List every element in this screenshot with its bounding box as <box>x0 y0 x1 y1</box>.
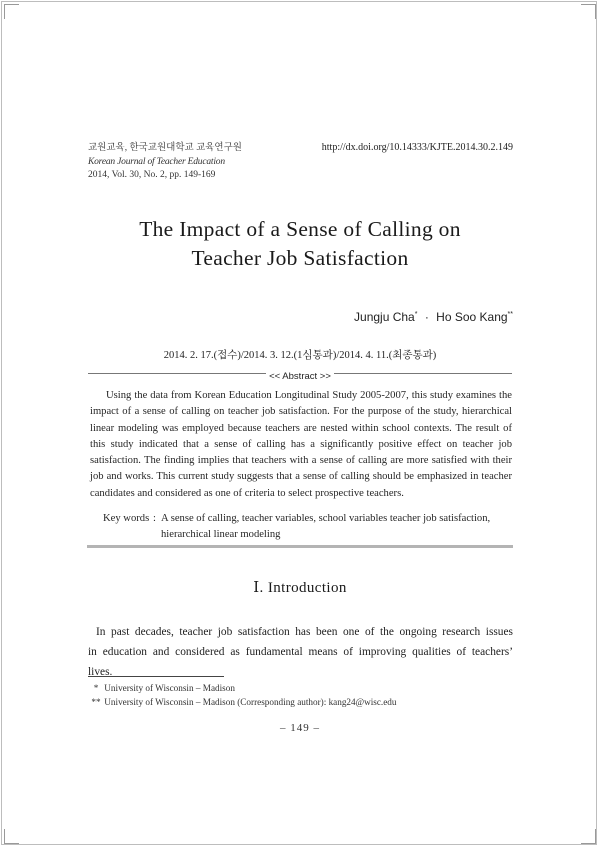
section-number: Ⅰ. <box>253 580 264 596</box>
author-1: Jungju Cha <box>354 310 415 324</box>
keywords-line2: hierarchical linear modeling <box>161 529 281 540</box>
crop-mark <box>4 829 19 844</box>
crop-mark <box>4 4 19 19</box>
abstract-label: << Abstract >> <box>266 371 334 382</box>
keywords-line1: A sense of calling, teacher variables, school variables teacher job satisfaction, <box>161 513 491 524</box>
author-separator: · <box>424 310 429 324</box>
footnote-2-mark: ** <box>91 697 101 707</box>
footnote-1-text: University of Wisconsin – Madison <box>104 683 235 693</box>
paper-title-line1: The Impact of a Sense of Calling on <box>139 217 461 241</box>
section-title: Introduction <box>267 580 347 596</box>
author-1-mark: * <box>414 311 418 318</box>
author-2: Ho Soo Kang <box>436 310 508 324</box>
abstract-label-wrap <box>0 366 600 384</box>
footnote-1 <box>90 683 235 693</box>
journal-name: Korean Journal of Teacher Education <box>88 157 225 167</box>
keywords-label: Key words <box>103 513 150 524</box>
paper-title-line2: Teacher Job Satisfaction <box>191 246 409 270</box>
footnote-2 <box>90 697 396 707</box>
doi-link[interactable]: http://dx.doi.org/10.14333/KJTE.2014.30.2.149 <box>321 142 513 153</box>
footnote-1-mark: * <box>93 683 99 693</box>
section-heading <box>0 578 600 597</box>
abstract-bottom-rule <box>87 545 513 548</box>
submission-dates: 2014. 2. 17.(접수)/2014. 3. 12.(1심통과)/2014. 4. 11.(최종통과) <box>163 350 437 361</box>
footnote-2-text: University of Wisconsin – Madison (Corresponding author): kang24@wisc.edu <box>104 697 397 707</box>
page-number: – 149 – <box>280 722 320 734</box>
footnote-rule <box>88 676 224 677</box>
keywords-colon: : <box>153 513 156 524</box>
volume-info: 2014, Vol. 30, No. 2, pp. 149-169 <box>88 170 216 180</box>
author-2-mark: ** <box>507 311 513 318</box>
institution-korean: 교원교육, 한국교원대학교 교육연구원 <box>88 143 242 153</box>
body-paragraph: In past decades, teacher job satisfaction has been one of the ongoing research issues in education and considered as fundamental means of improving qualities of teachers’ lives. <box>88 626 513 678</box>
crop-mark <box>581 829 596 844</box>
authors <box>354 310 513 324</box>
abstract-text: Using the data from Korean Education Longitudinal Study 2005-2007, this study examines the impact of a sense of calling on teacher job satisfaction. For the purpose of the study, hierarchical linear modeling was employed because teachers are nested within school contexts. The result of this study indicated that a sense of calling has a significantly positive effect on teacher job satisfaction. The finding implies that teachers with a sense of calling are more satisfied with their job and works. This current study suggests that a sense of calling should be emphasized in teacher candidates and considered as one of criteria to select prospective teachers. <box>90 390 512 499</box>
crop-mark <box>581 4 596 19</box>
